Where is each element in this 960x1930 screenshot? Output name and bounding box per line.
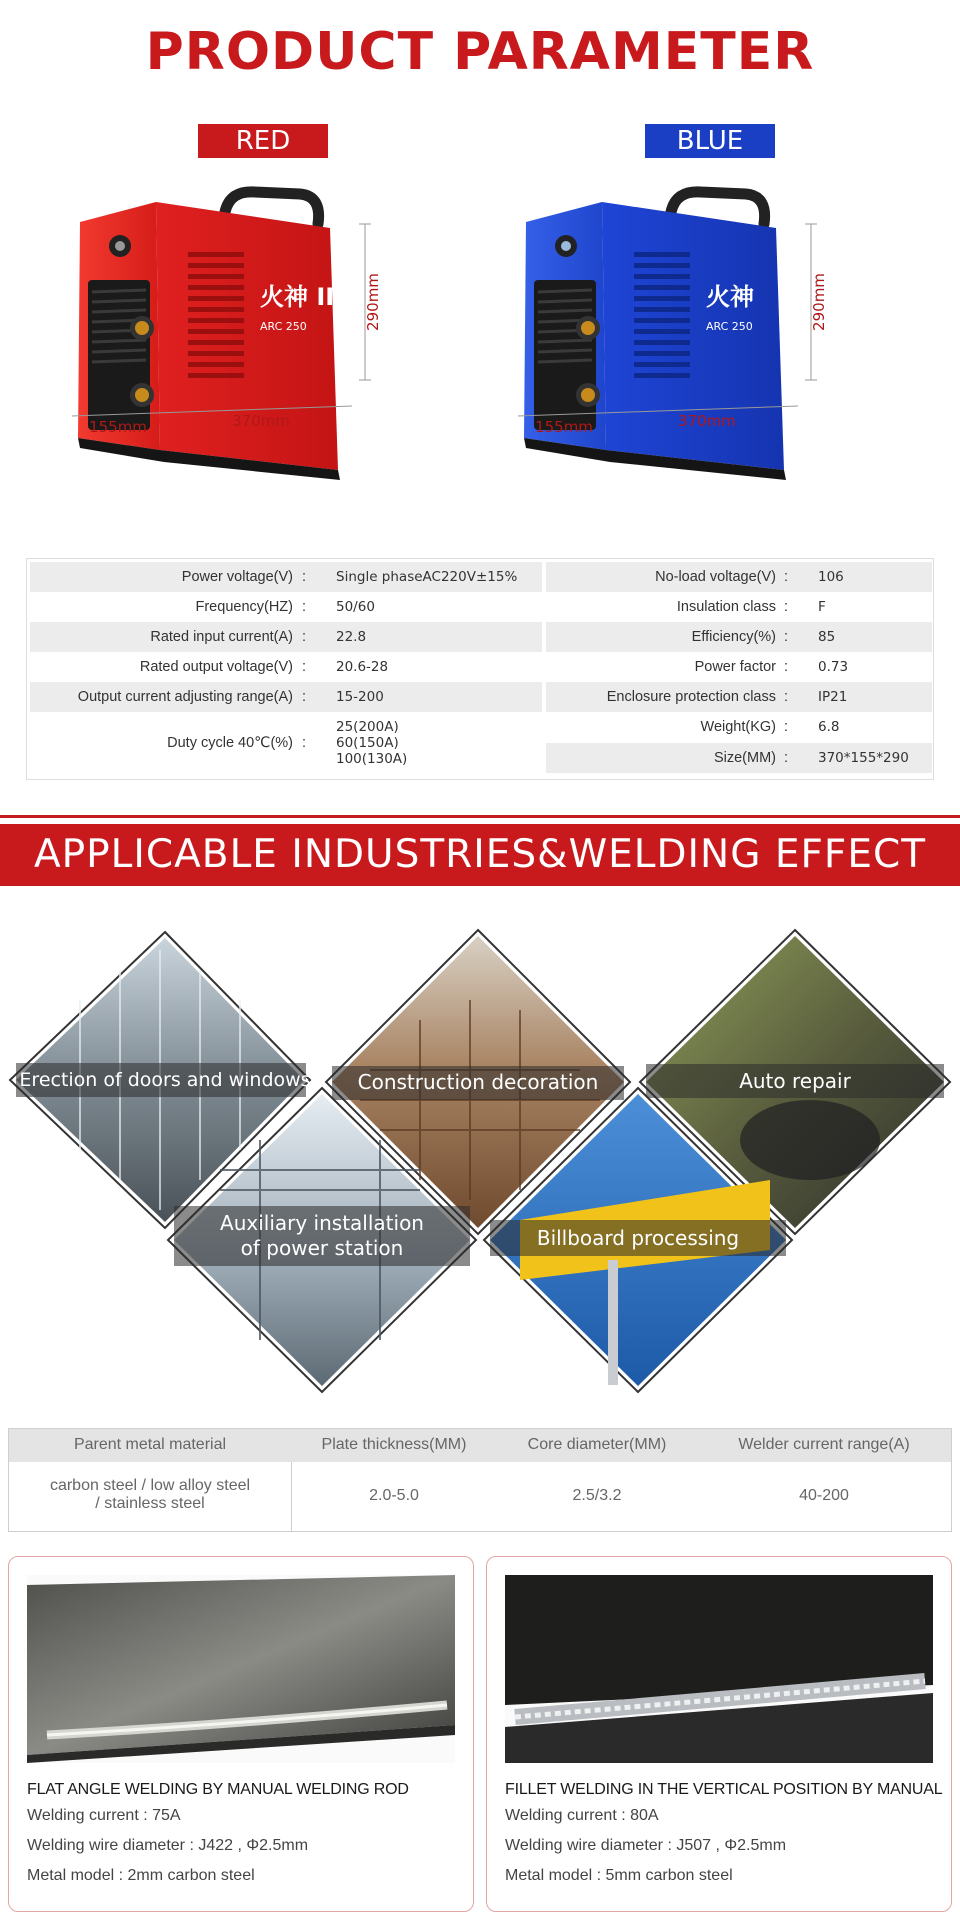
duty-cycle-value: 25(200A) <box>336 719 399 735</box>
param-table-header <box>9 1429 951 1462</box>
width-dimension: 155mm <box>89 418 147 436</box>
param-header-cell: Plate thickness(MM) <box>321 1436 467 1453</box>
height-dimension: 290mm <box>810 273 828 331</box>
spec-row <box>546 652 932 682</box>
weld-current: Welding current : 75A <box>27 1807 181 1824</box>
param-header-cell: Core diameter(MM) <box>527 1436 667 1453</box>
spec-colon: : <box>302 659 307 675</box>
industry-label: Construction decoration <box>357 1070 599 1094</box>
spec-row <box>30 562 542 592</box>
spec-label: Frequency(HZ) <box>195 599 293 615</box>
spec-value: 50/60 <box>336 599 375 615</box>
welding-param-table <box>8 1428 952 1532</box>
spec-label: Size(MM) <box>713 750 776 766</box>
duty-cycle-value: 60(150A) <box>336 735 399 751</box>
spec-colon: : <box>784 719 789 735</box>
param-core-cell: 2.5/3.2 <box>572 1487 622 1504</box>
spec-label: Power voltage(V) <box>181 569 293 585</box>
spec-table <box>26 558 934 780</box>
param-thickness-cell: 2.0-5.0 <box>369 1487 419 1504</box>
spec-row <box>546 682 932 712</box>
spec-value: 22.8 <box>336 629 367 645</box>
spec-label: Power factor <box>694 659 776 675</box>
brand-text: 火神 II <box>260 283 335 311</box>
page-title: PRODUCT PARAMETER <box>145 22 815 82</box>
industry-label: Erection of doors and windows <box>19 1069 311 1091</box>
spec-value: F <box>818 599 826 615</box>
weld-metal-model: Metal model : 2mm carbon steel <box>27 1867 255 1884</box>
param-current-cell: 40-200 <box>799 1487 849 1504</box>
variant-badge-red: RED <box>198 124 328 158</box>
variant-badge-blue: BLUE <box>645 124 775 158</box>
spec-colon: : <box>784 599 789 615</box>
weld-wire-diameter: Welding wire diameter : J507 , Φ2.5mm <box>505 1837 787 1854</box>
spec-colon: : <box>302 689 307 705</box>
spec-row <box>30 682 542 712</box>
spec-colon: : <box>784 689 789 705</box>
weld-effect-card-fillet <box>486 1556 952 1912</box>
spec-row <box>546 562 932 592</box>
spec-row <box>30 712 542 774</box>
weld-effect-card-flat <box>8 1556 474 1912</box>
material-line2: / stainless steel <box>95 1495 205 1512</box>
duty-cycle-value: 100(130A) <box>336 751 408 767</box>
spec-colon: : <box>302 599 307 615</box>
length-dimension: 370mm <box>678 412 736 430</box>
spec-row <box>30 592 542 622</box>
spec-row <box>546 592 932 622</box>
weld-effect-title: FILLET WELDING IN THE VERTICAL POSITION BY MANUAL <box>505 1781 943 1798</box>
spec-colon: : <box>302 735 307 751</box>
spec-row <box>546 622 932 652</box>
param-header-cell: Parent metal material <box>73 1436 227 1453</box>
spec-value: IP21 <box>818 689 848 705</box>
brand-text: 火神 <box>706 283 754 311</box>
spec-colon: : <box>302 569 307 585</box>
spec-colon: : <box>784 659 789 675</box>
spec-label: Rated output voltage(V) <box>139 659 293 675</box>
weld-sample-photo <box>505 1575 933 1763</box>
spec-label: Weight(KG) <box>700 719 776 735</box>
spec-colon: : <box>784 750 789 766</box>
industry-label-line1: Auxiliary installation <box>220 1211 424 1235</box>
spec-value: Single phaseAC220V±15% <box>336 569 518 585</box>
spec-label: No-load voltage(V) <box>655 569 776 585</box>
param-header-cell: Welder current range(A) <box>738 1436 910 1453</box>
spec-label: Efficiency(%) <box>691 629 776 645</box>
height-dimension: 290mm <box>364 273 382 331</box>
spec-label: Rated input current(A) <box>150 629 293 645</box>
duty-cycle-values <box>336 719 407 767</box>
spec-row <box>546 712 932 742</box>
spec-label: Duty cycle 40℃(%) <box>167 735 293 751</box>
spec-value: 85 <box>818 629 836 645</box>
industry-label: Auto repair <box>739 1069 851 1093</box>
spec-label: Insulation class <box>676 599 776 615</box>
model-text: ARC 250 <box>706 320 753 333</box>
industry-label: Billboard processing <box>536 1226 740 1250</box>
industries-collage <box>0 920 960 1400</box>
welder-blue-image <box>506 180 946 540</box>
model-text: ARC 250 <box>260 320 307 333</box>
spec-row <box>30 622 542 652</box>
weld-effect-title: FLAT ANGLE WELDING BY MANUAL WELDING ROD <box>27 1781 409 1798</box>
spec-colon: : <box>302 629 307 645</box>
spec-colon: : <box>784 629 789 645</box>
weld-sample-photo <box>27 1575 455 1763</box>
spec-value: 15-200 <box>336 689 384 705</box>
spec-value: 20.6-28 <box>336 659 389 675</box>
material-line1: carbon steel / low alloy steel <box>49 1477 251 1494</box>
spec-colon: : <box>784 569 789 585</box>
section-divider <box>0 815 960 818</box>
spec-value: 6.8 <box>818 719 840 735</box>
weld-current: Welding current : 80A <box>505 1807 659 1824</box>
weld-metal-model: Metal model : 5mm carbon steel <box>505 1867 733 1884</box>
length-dimension: 370mm <box>232 412 290 430</box>
width-dimension: 155mm <box>535 418 593 436</box>
spec-value: 370*155*290 <box>818 750 909 766</box>
weld-wire-diameter: Welding wire diameter : J422 , Φ2.5mm <box>27 1837 309 1854</box>
spec-value: 0.73 <box>818 659 849 675</box>
param-material-cell <box>9 1477 291 1513</box>
spec-row <box>546 743 932 773</box>
industry-label-line2: of power station <box>240 1236 404 1260</box>
spec-value: 106 <box>818 569 844 585</box>
welder-red-image <box>60 180 500 540</box>
spec-label: Output current adjusting range(A) <box>77 689 293 705</box>
section-banner-title: APPLICABLE INDUSTRIES&WELDING EFFECT <box>0 824 960 886</box>
spec-label: Enclosure protection class <box>606 689 776 705</box>
spec-row <box>30 652 542 682</box>
